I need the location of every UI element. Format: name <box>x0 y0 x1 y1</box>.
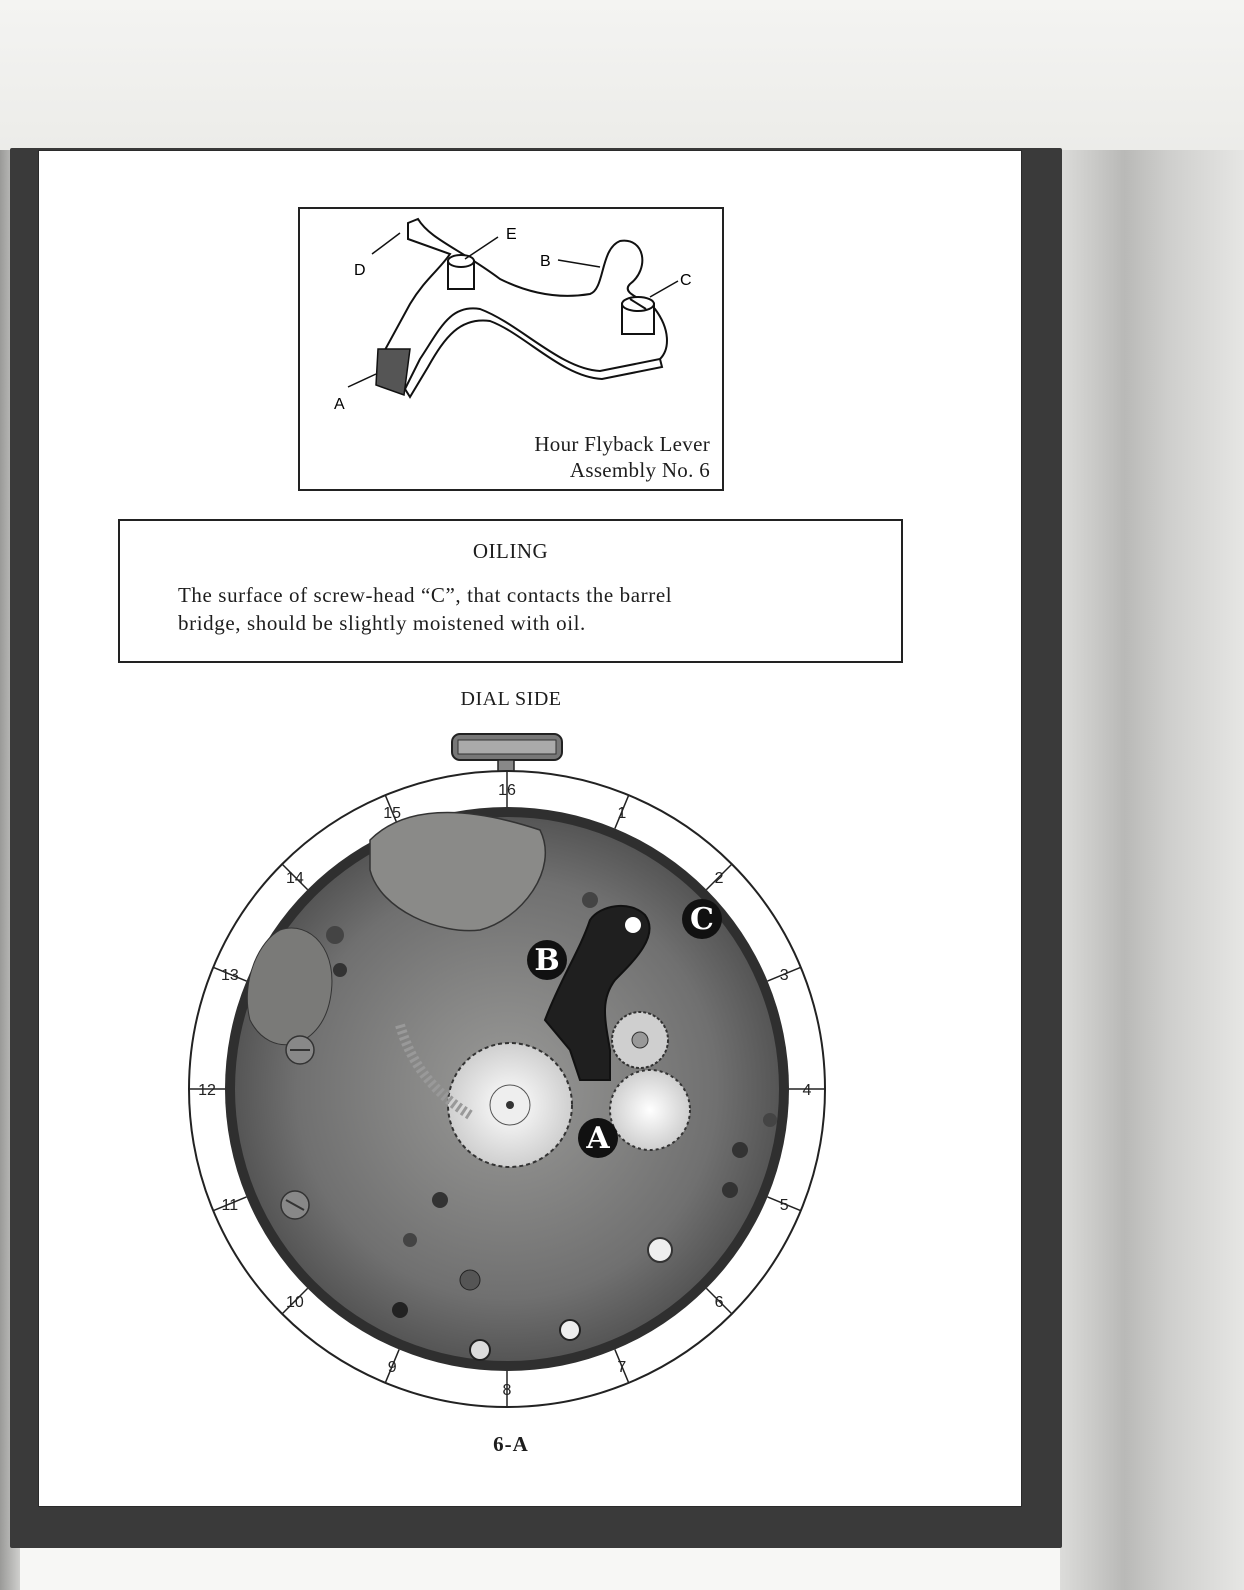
hour-ring-number: 3 <box>779 967 789 985</box>
oiling-box <box>118 519 903 663</box>
hour-ring-number: 2 <box>714 869 724 887</box>
hour-ring-number: 15 <box>383 804 402 822</box>
lever-caption-line1: Hour Flyback Lever <box>534 432 710 456</box>
page-number: 6-A <box>493 1432 529 1456</box>
hour-ring-number: 10 <box>285 1294 304 1312</box>
callout-b <box>527 940 567 980</box>
lever-knurled-end <box>376 349 410 395</box>
hour-ring-number: 12 <box>198 1082 216 1099</box>
hour-ring-number: 8 <box>502 1382 512 1399</box>
dial-side-title: DIAL SIDE <box>460 688 562 710</box>
hour-ring-number: 5 <box>779 1196 789 1214</box>
oiling-text <box>178 581 878 637</box>
hour-ring-number: 16 <box>498 782 516 799</box>
lever-label-d: D <box>354 262 366 279</box>
callout-b-label: B <box>534 943 560 978</box>
lever-caption <box>534 431 710 483</box>
hour-ring-number: 9 <box>387 1359 397 1377</box>
hour-ring-number: 11 <box>221 1196 239 1214</box>
lever-label-b: B <box>540 253 551 270</box>
hour-wheel-right <box>610 1070 690 1150</box>
center-wheel <box>448 1043 572 1167</box>
oiling-text-line1: The surface of screw-head “C”, that contacts the barrel <box>178 583 673 607</box>
callout-c <box>682 899 722 939</box>
oiling-title: OILING <box>472 539 549 563</box>
hour-ring-number: 13 <box>220 967 239 985</box>
hour-ring-number: 1 <box>617 804 627 822</box>
lever-caption-line2: Assembly No. 6 <box>569 458 710 482</box>
lever-figure <box>298 207 724 491</box>
hour-ring-number: 7 <box>617 1359 627 1377</box>
hour-ring-number: 4 <box>802 1082 812 1099</box>
hour-ring-number: 6 <box>714 1294 724 1312</box>
scan-background-right <box>1060 150 1244 1590</box>
oiling-text-line2: bridge, should be slightly moistened with oil. <box>178 611 586 635</box>
hour-ring-number: 14 <box>285 869 304 887</box>
dial-side-illustration <box>180 720 840 1410</box>
callout-c-label: C <box>690 902 714 937</box>
lever-label-c: C <box>680 272 692 289</box>
lever-label-e: E <box>506 226 517 243</box>
scan-background-top <box>0 0 1244 150</box>
callout-a-label: A <box>586 1121 610 1156</box>
setting-wheel <box>612 1012 668 1068</box>
lever-label-a: A <box>334 396 345 413</box>
callout-a <box>578 1118 618 1158</box>
